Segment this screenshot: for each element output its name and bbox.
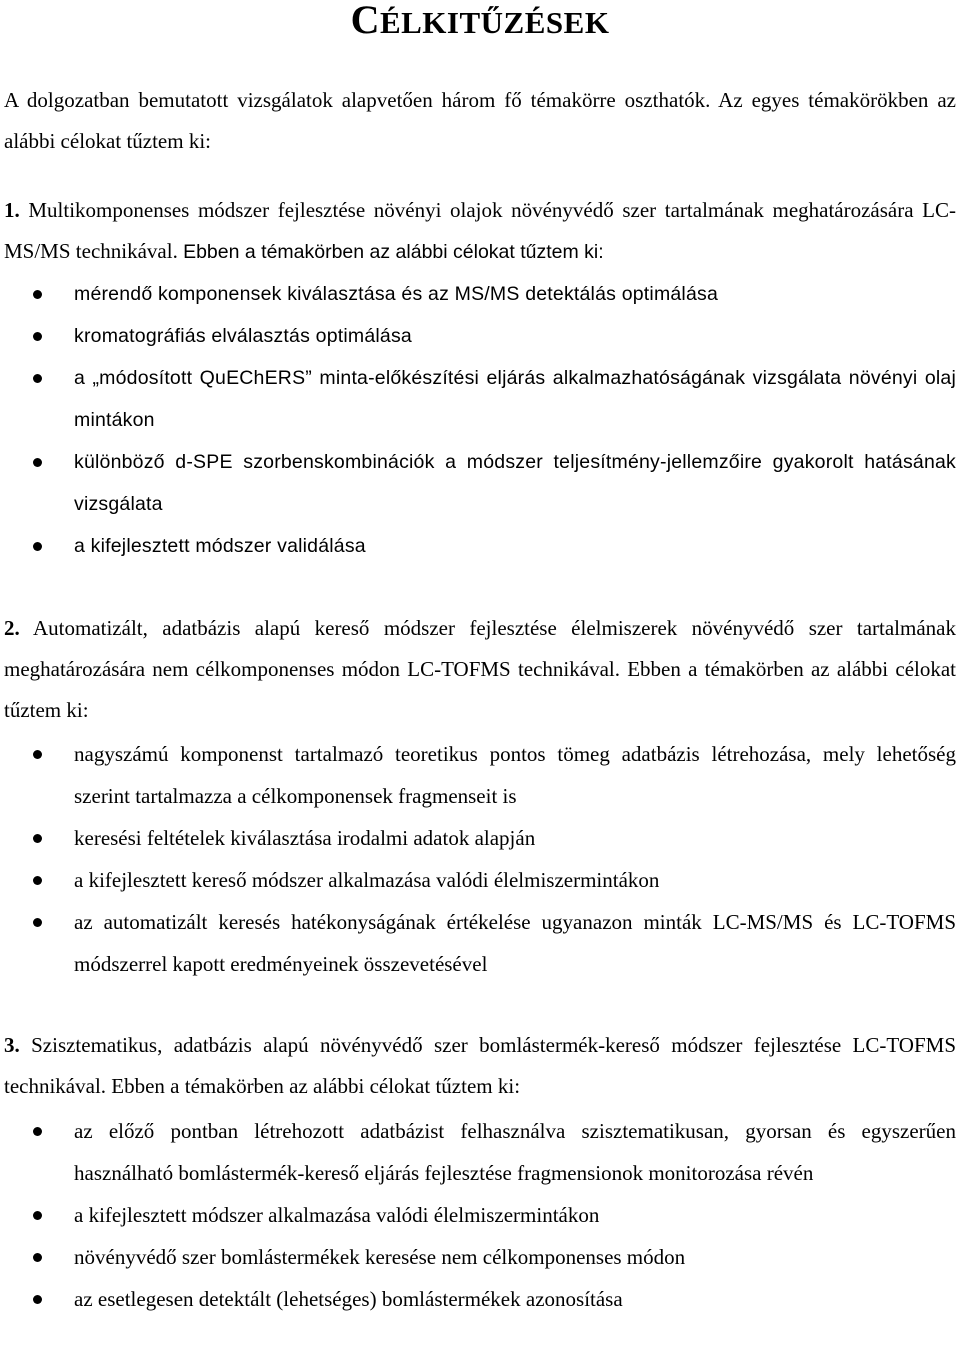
- bullet-icon: [33, 1211, 42, 1220]
- bullet-icon: [33, 918, 42, 927]
- section-1-text-sans: Ebben a témakörben az alábbi célokat tűztem ki:: [183, 241, 604, 263]
- intro-paragraph: A dolgozatban bemutatott vizsgálatok alapvetően három fő témakörre oszthatók. Az egyes témakörökben az alábbi célokat tűztem ki:: [4, 88, 956, 153]
- list-item: a kifejlesztett módszer alkalmazása valódi élelmiszermintákon: [0, 1194, 960, 1236]
- bullet-icon: [33, 290, 42, 299]
- bullet-icon: [33, 1253, 42, 1262]
- bullet-icon: [33, 332, 42, 341]
- section-3-number: 3.: [4, 1033, 20, 1057]
- list-item: kromatográfiás elválasztás optimálása: [0, 315, 960, 357]
- list-item: keresési feltételek kiválasztása irodalmi adatok alapján: [0, 817, 960, 859]
- bullet-icon: [33, 542, 42, 551]
- section-3-text: Szisztematikus, adatbázis alapú növényvédő szer bomlástermék-kereső módszer fejlesztése LC-TOFMS technikával. Ebben a témakörben az alábbi célokat tűztem ki:: [4, 1033, 957, 1098]
- section-1-number: 1.: [4, 198, 20, 222]
- section-1-text: Multikomponenses módszer fejlesztése növényi olajok növényvédő szer tartalmának meghatározására LC-MS/MS technikával.: [4, 198, 956, 263]
- list-item: különböző d-SPE szorbenskombinációk a módszer teljesítmény-jellemzőire gyakorolt hatásának vizsgálata: [0, 441, 960, 525]
- list-item: a kifejlesztett módszer validálása: [0, 525, 960, 567]
- section-2-number: 2.: [4, 616, 20, 640]
- list-item: a kifejlesztett kereső módszer alkalmazása valódi élelmiszermintákon: [0, 859, 960, 901]
- list-item: mérendő komponensek kiválasztása és az MS/MS detektálás optimálása: [0, 273, 960, 315]
- list-item: nagyszámú komponenst tartalmazó teoretikus pontos tömeg adatbázis létrehozása, mely lehetőség szerint tartalmazza a célkomponensek fragmenseit is: [0, 733, 960, 817]
- bullet-icon: [33, 1127, 42, 1136]
- list-item: az automatizált keresés hatékonyságának értékelése ugyanazon minták LC-MS/MS és LC-TOFMS módszerrel kapott eredményeinek összevetésével: [0, 901, 960, 985]
- bullet-icon: [33, 876, 42, 885]
- list-item: a „módosított QuEChERS” minta-előkészítési eljárás alkalmazhatóságának vizsgálata növényi olaj mintákon: [0, 357, 960, 441]
- bullet-icon: [33, 374, 42, 383]
- section-2-heading: [4, 608, 956, 731]
- bullet-icon: [33, 834, 42, 843]
- list-item: az esetlegesen detektált (lehetséges) bomlástermékek azonosítása: [0, 1278, 960, 1320]
- list-item: növényvédő szer bomlástermékek keresése nem célkomponenses módon: [0, 1236, 960, 1278]
- section-2-text: Automatizált, adatbázis alapú kereső módszer fejlesztése élelmiszerek növényvédő szer tartalmának meghatározására nem célkomponenses módon LC-TOFMS technikával. Ebben a témakörben az alábbi célokat tűztem ki:: [4, 616, 956, 722]
- bullet-icon: [33, 750, 42, 759]
- section-2-list: [0, 733, 960, 985]
- bullet-icon: [33, 458, 42, 467]
- section-3-heading: [4, 1025, 956, 1107]
- title-first-letter: C: [350, 0, 380, 42]
- bullet-icon: [33, 1295, 42, 1304]
- title-rest: ÉLKITŰZÉSEK: [379, 5, 610, 40]
- section-1-list: [0, 273, 960, 567]
- page-title: [0, 0, 960, 43]
- list-item: az előző pontban létrehozott adatbázist felhasználva szisztematikusan, gyorsan és egyszerűen használható bomlástermék-kereső eljárás fejlesztése fragmensionok monitorozása révén: [0, 1110, 960, 1194]
- section-3-list: [0, 1110, 960, 1320]
- section-1-heading: [4, 190, 956, 273]
